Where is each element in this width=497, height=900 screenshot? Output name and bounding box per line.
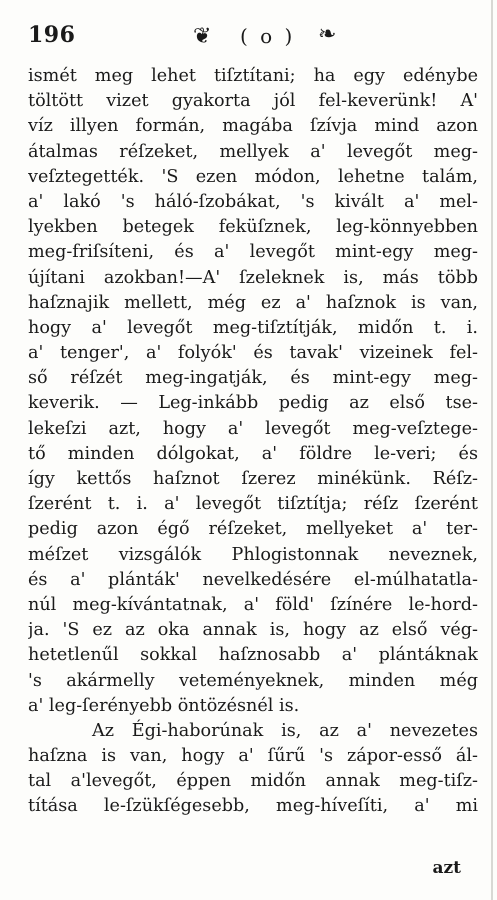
text-line: a' leg-ſerényebb öntözésnél is.: [28, 695, 300, 716]
text-line: meg-friſsíteni, és a' levegőt mint-egy meg-: [28, 242, 478, 263]
page-number: 196: [28, 22, 76, 48]
text-line: hogy a' levegőt meg-tiſztítják, midőn t. i.: [28, 317, 478, 338]
text-line: a' lakó 's háló-ſzobákat, 's kivált a' mel-: [28, 191, 478, 212]
text-line: és a' plánták' nevelkedésére el-múlhatatla-: [28, 569, 478, 590]
text-line: núl meg-kívántatnak, a' föld' ſzínére le-hord-: [28, 594, 478, 615]
text-line: töltött vizet gyakorta jól fel-keverünk! A': [28, 91, 478, 112]
text-line: keverik. — Leg-inkább pedig az első tse-: [28, 393, 478, 414]
text-line: hetetlenűl sokkal haſznosabb a' plántáknak: [28, 645, 478, 666]
text-line: lekeſzi azt, hogy a' levegőt meg-veſztege-: [28, 418, 478, 439]
text-line: haſzna is van, hogy a' ſűrű 's zápor-esső ál-: [28, 746, 478, 767]
text-line: átalmas réſzeket, mellyek a' levegőt meg-: [28, 141, 478, 162]
text-line: haſznajik mellett, még ez a' haſznok is van,: [28, 292, 478, 313]
body-text: [28, 64, 478, 820]
paragraph-start-line: Az Égi-haborúnak is, az a' nevezetes: [92, 720, 478, 741]
text-line: veſztegették. 'S ezen módon, lehetne talám,: [28, 166, 478, 187]
text-line: tal a'levegőt, éppen midőn annak meg-tiſz-: [28, 771, 478, 792]
text-line: a' tenger', a' folyók' és tavak' vizeinek fel-: [28, 343, 478, 364]
text-line: 's akármelly veteményeknek, minden még: [28, 670, 478, 691]
text-line: títása le-ſzükſégesebb, meg-híveſíti, a' mi: [28, 796, 478, 817]
text-line: pedig azon égő réſzeket, mellyeket a' ter-: [28, 519, 478, 540]
header-mark: ( o ): [240, 24, 296, 48]
text-line: ismét meg lehet tiſztítani; ha egy edénybe: [28, 66, 478, 86]
catchword: azt: [432, 858, 461, 878]
text-line: víz illyen formán, magába ſzívja mind azon: [28, 116, 478, 137]
text-line: lyekben betegek feküſznek, leg-könnyebben: [28, 217, 478, 238]
text-line: ső réſzét meg-ingatják, és mint-egy meg-: [28, 368, 478, 389]
text-line: újítani azokban!—A' ſzeleknek is, más több: [28, 267, 478, 288]
header-ornament-left-icon: ❦: [193, 24, 212, 49]
text-line: ja. 'S ez az oka annak is, hogy az első vég-: [28, 620, 478, 641]
page-edge-shadow: [491, 0, 493, 900]
text-line: méſzet vizsgálók Phlogistonnak neveznek,: [28, 544, 478, 565]
page-header: [28, 20, 468, 56]
text-line: tő minden dólgokat, a' földre le-veri; és: [28, 443, 478, 464]
text-line: így kettős haſznot ſzerez minékünk. Réſz-: [28, 469, 478, 489]
text-line: ſzerént t. i. a' levegőt tiſztítja; réſz ſzerént: [28, 494, 478, 515]
header-ornament-right-icon: ❧: [318, 22, 337, 47]
